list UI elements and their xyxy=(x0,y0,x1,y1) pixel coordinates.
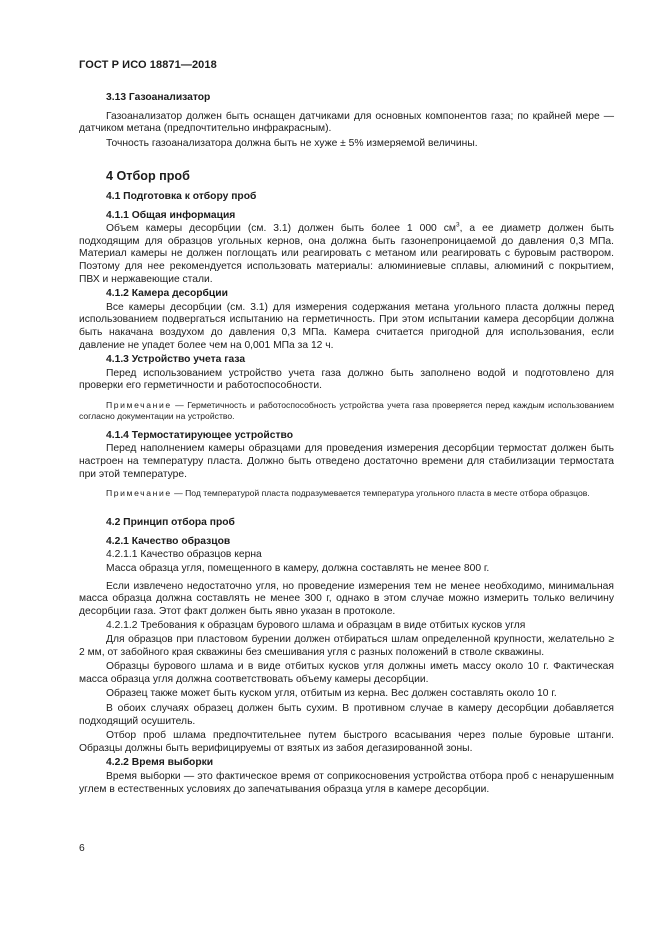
paragraph: В обоих случаях образец должен быть сухим. В противном случае в камеру десорбции добавляется подходящий осушитель. xyxy=(79,702,614,727)
section-3-13-title: 3.13 Газоанализатор xyxy=(106,92,211,103)
page-number: 6 xyxy=(79,843,85,854)
paragraph: Перед использованием устройство учета газа должно быть заполнено водой и подготовлено для проверки его герметичности и работоспособности. xyxy=(79,367,614,392)
section-4-2-2-title: 4.2.2 Время выборки xyxy=(106,757,214,769)
note xyxy=(79,488,614,499)
paragraph: Перед наполнением камеры образцами для проведения измерения десорбции термостат должен быть настроен на температуру пласта. Должно быть отведено достаточно времени для стабилизации термостата при этой температуре. xyxy=(79,443,614,480)
paragraph: Отбор проб шлама предпочтительнее путем быстрого всасывания через полые буровые штанги. Образцы должны быть верифицируемы от взятых из забоя дегазированной зоны. xyxy=(79,730,614,754)
note-text: — Герметичность и работоспособность устройства учета газа проверяется перед каждым использованием согласно документации на устройство. xyxy=(79,399,614,421)
section-4-title: 4 Отбор проб xyxy=(106,169,190,184)
paragraph: Точность газоанализатора должна быть не хуже ± 5% измеряемой величины. xyxy=(106,137,478,149)
section-4-1-title: 4.1 Подготовка к отбору проб xyxy=(106,190,257,202)
document-header: ГОСТ Р ИСО 18871—2018 xyxy=(79,59,217,71)
paragraph: Газоанализатор должен быть оснащен датчиками для основных компонентов газа; по крайней мере — датчиком метана (предпочтительно инфракрасным). xyxy=(79,110,614,135)
paragraph: Если извлечено недостаточно угля, но проведение измерения тем не менее необходимо, минимальная масса образца должна составлять не менее 300 г, однако в этом случае можно измерить только величину десорбции газа. Этот факт должен быть явно указан в протоколе. xyxy=(79,580,614,617)
spacer xyxy=(79,507,614,517)
note xyxy=(79,400,614,422)
note-text: — Под температурой пласта подразумевается температура угольного пласта в месте отбора образцов. xyxy=(171,488,590,499)
text-run: Объем камеры десорбции (см. 3.1) должен быть более 1 000 см xyxy=(106,223,456,235)
page-body xyxy=(79,92,614,798)
superscript: 3 xyxy=(455,221,460,229)
paragraph: Образец также может быть куском угля, отбитым из керна. Вес должен составлять около 10 г. xyxy=(106,688,557,700)
note-label: Примечание xyxy=(106,488,172,499)
paragraph: Для образцов при пластовом бурении должен отбираться шлам определенной крупности, желательно ≥ 2 мм, от забойного края скважины без смешивания угля с разных положений в стволе скважины. xyxy=(79,634,614,658)
section-4-1-4-title: 4.1.4 Термостатирующее устройство xyxy=(106,429,294,441)
subsection-4-2-1-2-title: 4.2.1.2 Требования к образцам бурового шлама и образцам в виде отбитых кусков угля xyxy=(106,620,526,632)
paragraph xyxy=(79,223,614,286)
text-run: , а ее диаметр должен быть подходящим для образцов угольных кернов, она должна быть газонепроницаемой до давления 0,3 МПа. Материал камеры не должен поглощать или реагировать с метаном или реагировать с буровым раствором. Поэтому для нее рекомендуется использовать материалы: алюминиевые сплавы, алюминий с покрытием, ПВХ и нержавеющие стали. xyxy=(79,223,615,285)
paragraph: Все камеры десорбции (см. 3.1) для измерения содержания метана угольного пласта должны перед использованием подвергаться испытанию на герметичность. При этом испытании камера десорбции должна быть накачана воздухом до давления 0,3 МПа. Камера считается пригодной для использования, если давление не упадет более чем на 0,001 МПа за 12 ч. xyxy=(79,301,614,351)
section-4-1-2-title: 4.1.2 Камера десорбции xyxy=(106,288,228,300)
note-label: Примечание xyxy=(106,399,172,410)
paragraph: Время выборки — это фактическое время от соприкосновения устройства отбора проб с ненарушенным углем в естественных условиях до запечатывания образца угля в камере десорбции. xyxy=(79,770,614,795)
section-4-1-1-title: 4.1.1 Общая информация xyxy=(106,209,236,221)
section-4-2-1-title: 4.2.1 Качество образцов xyxy=(106,535,231,547)
subsection-4-2-1-1-title: 4.2.1.1 Качество образцов керна xyxy=(106,549,262,561)
section-4-2-title: 4.2 Принцип отбора проб xyxy=(106,517,235,529)
paragraph: Масса образца угля, помещенного в камеру, должна составлять не менее 800 г. xyxy=(106,563,490,575)
section-4-1-3-title: 4.1.3 Устройство учета газа xyxy=(106,354,246,366)
paragraph: Образцы бурового шлама и в виде отбитых кусков угля должны иметь массу около 10 г. Фактическая масса образца угля должна соответствовать объему камеры десорбции. xyxy=(79,661,614,685)
